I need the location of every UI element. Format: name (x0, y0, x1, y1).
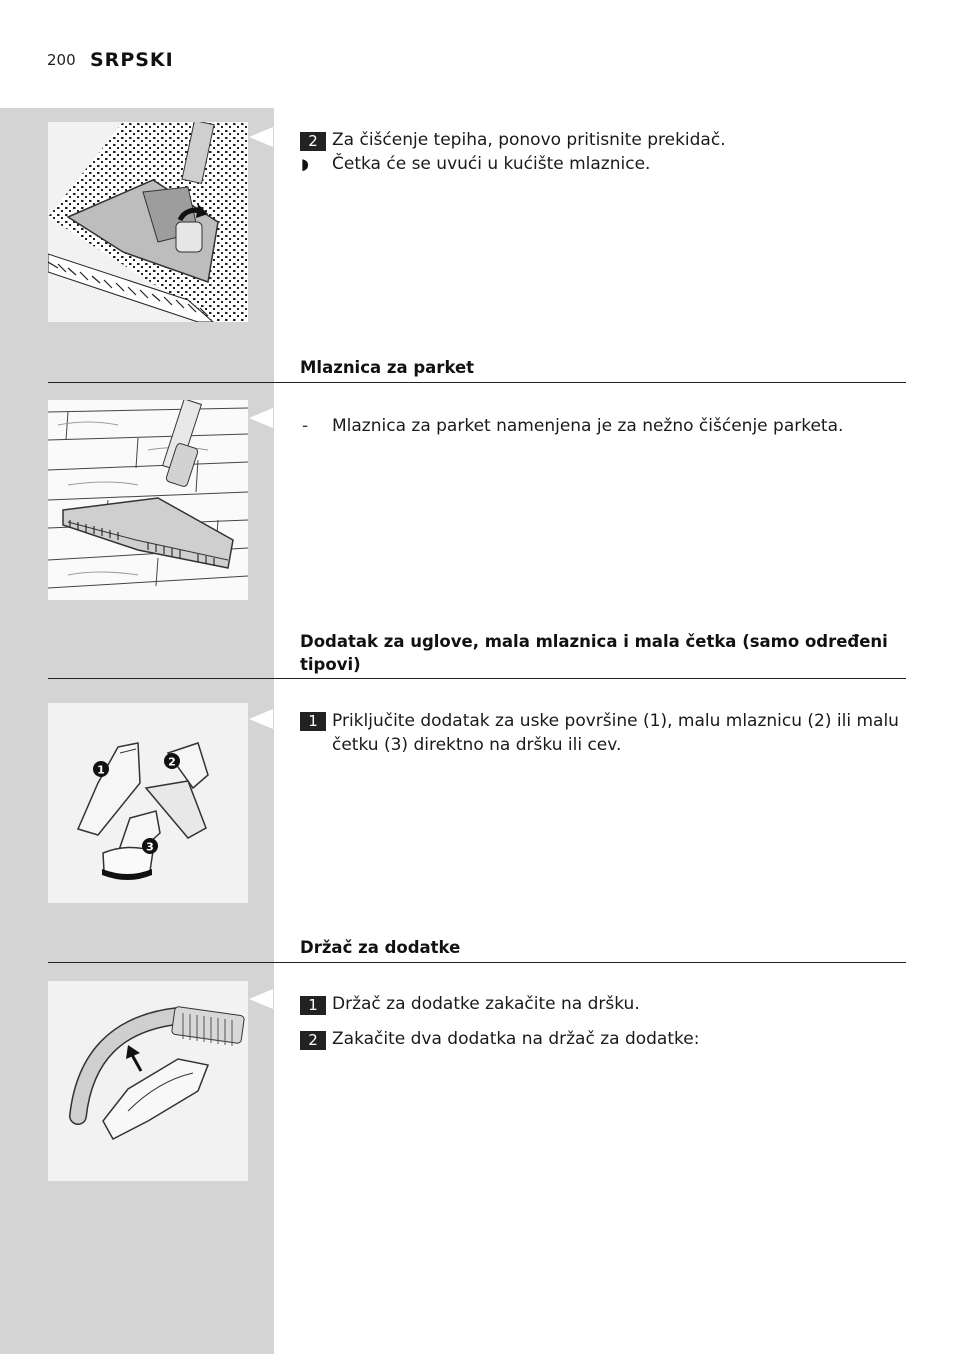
step-text: Držač za dodatke zakačite na dršku. (332, 994, 640, 1014)
illustration-pointer (249, 408, 273, 428)
step-text: Zakačite dva dodatka na držač za dodatke: (332, 1029, 700, 1049)
carpet-nozzle-illustration (48, 122, 248, 322)
callout-3: 3 (146, 840, 154, 854)
illustration-pointer (249, 709, 273, 729)
section-rule (48, 382, 906, 383)
step-number: 1 (300, 996, 326, 1015)
result-text: Četka će se uvući u kućište mlaznice. (332, 154, 651, 174)
section-title: Mlaznica za parket (300, 358, 475, 377)
dash-text: Mlaznica za parket namenjena je za nežno čišćenje parketa. (332, 416, 844, 436)
section-rule (48, 962, 906, 963)
accessory-holder-illustration (48, 981, 248, 1181)
accessories-illustration (48, 703, 248, 903)
parquet-nozzle-illustration (48, 400, 248, 600)
section-title: Držač za dodatke (300, 938, 461, 957)
result-marker-icon: ◗ (301, 155, 309, 173)
page-number: 200 (47, 51, 76, 69)
dash-marker: - (302, 416, 309, 436)
callout-1: 1 (97, 763, 105, 777)
illustration-pointer (249, 127, 273, 147)
section-title: Dodatak za uglove, mala mlaznica i mala četka (samo određeni tipovi) (300, 632, 888, 674)
step-text: Za čišćenje tepiha, ponovo pritisnite prekidač. (332, 130, 726, 150)
callout-2: 2 (168, 755, 176, 769)
section-rule (48, 678, 906, 679)
page-language-heading: SRPSKI (90, 49, 174, 71)
step-text-line-1: Priključite dodatak za uske površine (1), malu mlaznicu (2) ili malu (332, 711, 899, 731)
step-number: 1 (300, 712, 326, 731)
step-number: 2 (300, 132, 326, 151)
step-number: 2 (300, 1031, 326, 1050)
illustration-pointer (249, 989, 273, 1009)
step-text-line-2: četku (3) direktno na dršku ili cev. (332, 735, 622, 755)
